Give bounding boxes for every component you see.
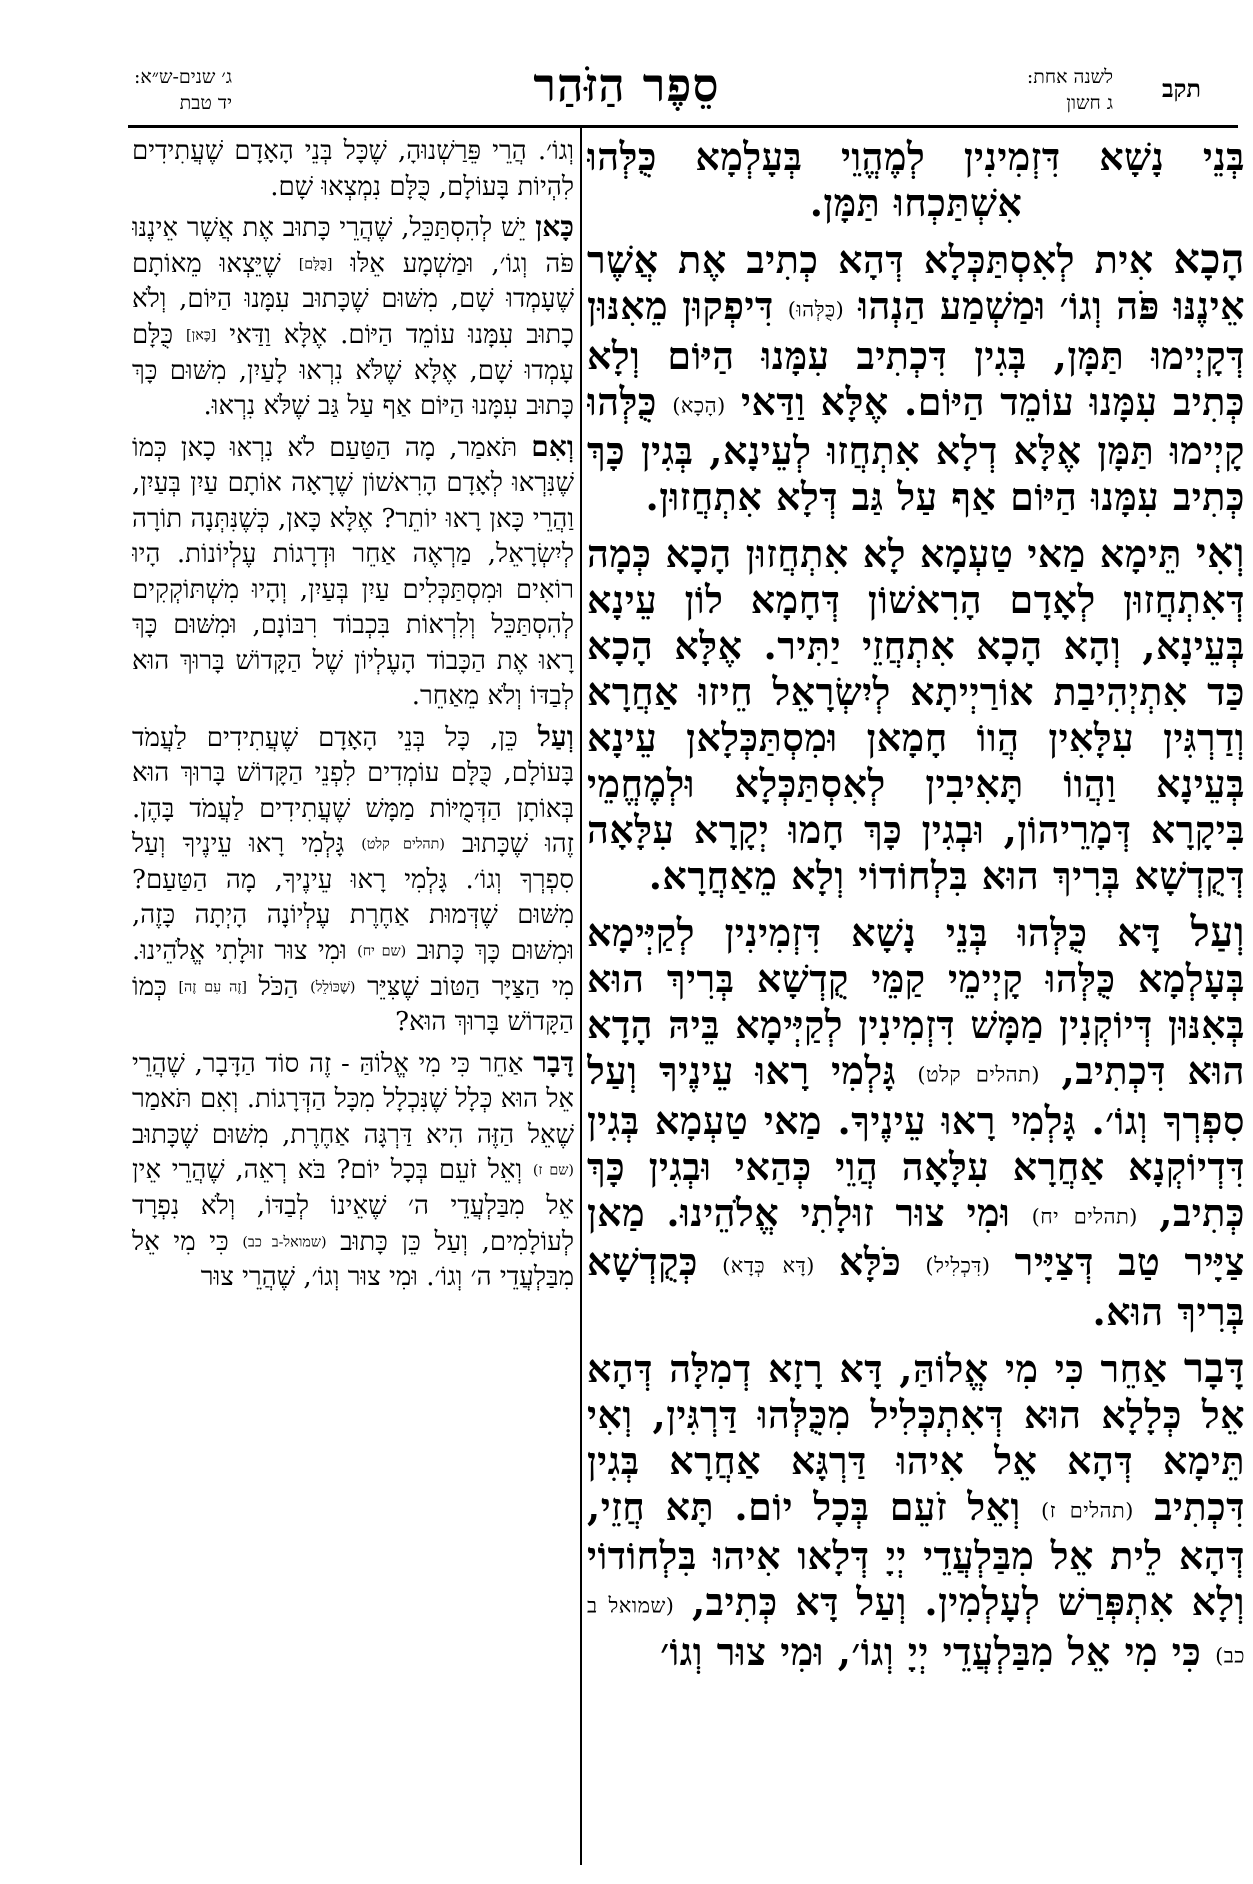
text-run: תֹּאמַר, מָה הַטַּעַם לֹא נִרְאוּ כָאן כְּמוֹ שֶׁנִּרְאוּ לְאָדָם הָרִאשׁוֹן שֶׁרָאָה אוֹתָם עַיִן בְּעַיִן, וַהֲרֵי כָּאן רָאוּ יוֹתֵר? אֶלָּא כָּאן, כְּשֶׁנִּתְּנָה תוֹרָה לְיִשְׂרָאֵל, מַרְאֶה אַחֵר וּדְרָגוֹת עֶלְיוֹנוֹת. הָיוּ רוֹאִים וּמִסְתַּכְּלִים עַיִן בְּעַיִן, וְהָיוּ מִשְׁתּוֹקְקִים לְהִסְתַּכֵּל וְלִרְאוֹת בִּכְבוֹד רִבּוֹנָם, וּמִשּׁוּם כָּךְ רָאוּ אֶת הַכָּבוֹד הָעֶלְיוֹן שֶׁל הַקָּדוֹשׁ בָּרוּךְ הוּא לְבַדּוֹ וְלֹא מֵאַחֵר. <box>132 432 574 711</box>
main-paragraph: בְּנֵי נָשָׁא דִּזְמִינִין לְמֶהֱוֵי בְּעָלְמָא כֻּלְּהוּ אִשְׁתַּכְחוּ תַּמָּן. <box>587 134 1245 225</box>
text-run: כֻּלְּהוּ קָיְימוּ תַּמָּן אֶלָּא דְלָא אִתְחֲזוּ לְעֵינָא, בְּגִין כָּךְ כְּתִיב עִמָּנוּ הַיּוֹם אַף עַל גַּב דְּלָא אִתְחֲזוּן. <box>587 378 1245 519</box>
translation-column <box>132 134 574 1874</box>
text-run: אַחֵר כִּי מִי אֱלוֹהַּ - זֶה סוֹד הַדָּבָר, שֶׁהֲרֵי אֵל הוּא כְּלָל שֶׁנִּכְלָל מִכָּל הַדְּרָגוֹת. וְאִם תֹּאמַר שֶׁאֵל הַזֶּה הִיא דַּרְגָּה אַחֶרֶת, מִשּׁוּם שֶׁכָּתוּב <box>132 1048 574 1150</box>
main-paragraph <box>587 909 1245 1335</box>
text-run: גָּלְמִי רָאוּ עֵינֶיךָ וְעַל סִפְרְךָ וְגוֹ׳. גָּלְמִי רָאוּ עֵינֶיךָ. מַאי טַעְמָא בְּגִין דִּדְיוֹקְנָא אַחֲרָא עִלָּאָה הֲוֵי כְּהַאי וּבְגִין כָּךְ כְּתִיב, <box>587 1048 1245 1235</box>
text-run: שֶׁיֵּצְאוּ מֵאוֹתָם שֶׁעָמְדוּ שָׁם, מִשּׁוּם שֶׁכָּתוּב עִמָּנוּ הַיּוֹם, וְלֹא כָתוּב עִמָּנוּ עוֹמֵד הַיּוֹם. אֶלָּא וַדַּאי <box>132 248 574 350</box>
translation-paragraph <box>132 1045 574 1296</box>
text-run: אִית לְאִסְתַּכְּלָא דְּהָא כְתִיב אֶת אֲשֶׁר אֵינֶנּוּ פֹּה וְגוֹ׳ וּמַשְׁמַע הַנְהוּ <box>587 237 1245 328</box>
text-run: כֻּלָּם עָמְדוּ שָׁם, אֶלָּא שֶׁלֹּא נִרְאוּ לָעַיִן, מִשּׁוּם כָּךְ כָּתוּב עִמָּנוּ הַיּוֹם אַף עַל גַּב שֶׁלֹּא נִרְאוּ. <box>132 319 574 421</box>
main-paragraph <box>587 1342 1245 1679</box>
main-text-column <box>587 134 1245 1874</box>
text-run: גָּלְמִי רָאוּ עֵינֶיךָ וְעַל סִפְרְךָ וְגוֹ׳. גָּלְמִי רָאוּ עֵינֶיךָ, מָה הַטַּעַם? מִשּׁוּם שֶׁדְּמוּת אַחֶרֶת עֶלְיוֹנָה הָיְתָה כָּזֶה, וּמִשּׁוּם כָּךְ כָּתוּב <box>132 829 574 966</box>
source-note: (שם יח) <box>357 943 407 959</box>
lead-word: הָכָא <box>1173 234 1245 283</box>
text-run: וְאֵל זֹעֵם בְּכָל יוֹם. תָּא חֲזֵי, דְּהָא לֵית אֵל מִבַּלְעֲדֵי יְיָ דְּלָאו אִיהוּ בִּלְחוֹדוֹי וְלָא אִתְפְּרַשׁ לְעָלְמִין. וְעַל דָּא כְּתִיב, <box>587 1483 1245 1624</box>
source-note: (שֶׁכּוֹלֵל) <box>310 978 356 995</box>
source-note: [כֻּלָּם] <box>298 255 333 272</box>
text-run: כְּקֻדְשָׁא בְּרִיךְ הוּא. <box>587 1239 1245 1334</box>
text-run: וְאֵל זֹעֵם בְּכָל יוֹם? בֹּא רְאֵה, שֶׁהֲרֵי אֵין אֵל מִבַּלְעֲדֵי ה׳ שֶׁאֵינוֹ לְבַדּוֹ, וְלֹא נִפְרָד לְעוֹלָמִים, וְעַל כֵּן כָּתוּב <box>132 1155 574 1257</box>
text-run: דִּיפְקוּן מֵאִנּוּן דְּקָיְימוּ תַּמָּן, בְּגִין דִּכְתִיב עִמָּנוּ הַיּוֹם וְלָא כְּתִיב עִמָּנוּ עוֹמֵד הַיּוֹם. אֶלָּא וַדַּאי <box>587 283 1245 424</box>
translation-paragraph <box>132 719 574 1041</box>
lead-word: דָּבָר <box>1183 1342 1245 1392</box>
main-paragraph <box>587 530 1245 899</box>
source-note: (תהלים ז) <box>1041 1498 1134 1522</box>
lead-word: דָּבָר <box>533 1045 574 1079</box>
translation-paragraph: וְגוֹ׳. הֲרֵי פֵּרַשְׁנוּהָ, שֶׁכָּל בְּנֵי הָאָדָם שֶׁעֲתִידִים לִהְיוֹת בָּעוֹלָם, כֻּלָּם נִמְצְאוּ שָׁם. <box>132 136 574 202</box>
header-rule <box>128 125 1238 128</box>
text-run: כִּי מִי אֵל מִבַּלְעֲדֵי יְיָ וְגוֹ׳, וּמִי צוּר וְגוֹ׳ <box>660 1628 1216 1674</box>
page-number: תקב <box>1161 74 1201 103</box>
source-note: [כָּאן] <box>186 327 217 343</box>
column-divider <box>580 125 582 1865</box>
source-note: (דִּכְלִיל) <box>925 1253 991 1278</box>
text-run: תֵּימָא מַאי טַעְמָא לָא אִתְחֲזוּן הָכָא כְּמָה דְּאִתְחֲזוּן לְאָדָם הָרִאשׁוֹן דְּחָמָא לוֹן עֵינָא בְּעֵינָא, וְהָא הָכָא אִתְחֲזֵי יַתִּיר. אֶלָּא הָכָא כַּד אִתְיְהִיבַת אוֹרַיְיתָא לְיִשְׂרָאֵל חֵיזוּ אַחֲרָא וְדַרְגִּין עִלָּאִין הֲווֹ חָמָאן וּמִסְתַּכְּלָאן עֵינָא בְּעֵינָא וַהֲווֹ תָּאִיבִין לְאִסְתַּכְּלָא וּלְמֶחֱמֵי בִּיקָרָא דְּמָרֵיהוֹן, וּבְגִין כָּךְ חָמוּ יְקָרָא עִלָּאָה דְּקֻדְשָׁא בְּרִיךְ הוּא בִּלְחוֹדוֹי וְלָא מֵאַחֲרָא. <box>587 531 1245 898</box>
text-run: כִּי מִי אֵל מִבַּלְעֲדֵי ה׳ וְגוֹ׳. וּמִי צוּר וְגוֹ׳, שֶׁהֲרֵי צוּר <box>132 1226 574 1293</box>
text-run: וּמִי צוּר זוּלָתִי אֱלֹהֵינוּ. מַאן צַיָּיר טַב דְּצַיָּיר <box>587 1189 1245 1284</box>
source-note: (כֻּלְּהוּ) <box>787 297 845 322</box>
header-left-info <box>134 64 232 116</box>
source-note: (תהלים קלט) <box>917 1062 1041 1087</box>
lead-word: וְעַל <box>537 719 574 753</box>
lead-word: כָּאן <box>535 210 574 243</box>
main-paragraph <box>587 236 1245 520</box>
translation-paragraph <box>132 429 574 715</box>
study-cycle-label: לשנה אחת: <box>1026 66 1113 88</box>
source-note: (שם ז) <box>532 1162 574 1179</box>
page-header <box>0 52 1253 128</box>
text-run: כֵּן, כָּל בְּנֵי הָאָדָם שֶׁעֲתִידִים לַעֲמֹד בָּעוֹלָם, כֻּלָּם עוֹמְדִים לִפְנֵי הַקָּדוֹשׁ בָּרוּךְ הוּא בְּאוֹתָן הַדְּמֻיּוֹת מַמָּשׁ שֶׁעֲתִידִים לַעֲמֹד בָּהֶן. זֶהוּ שֶׁכָּתוּב <box>132 722 574 859</box>
text-run: יֵשׁ לְהִסְתַּכֵּל, שֶׁהֲרֵי כָּתוּב אֶת אֲשֶׁר אֵינֶנּוּ פֹּה וְגוֹ׳, וּמַשְׁמָע אֵלּוּ <box>132 213 574 279</box>
book-title: סֵפֶר הַזֹּהַר <box>533 58 720 112</box>
source-note: (שמואל-ב כב) <box>242 1233 327 1250</box>
text-run: כְּמוֹ הַקָּדוֹשׁ בָּרוּךְ הוּא? <box>132 971 574 1038</box>
text-run: הַכֹּל <box>246 971 311 1002</box>
source-note: (תהלים יח) <box>1031 1204 1138 1228</box>
lead-word: וְאִם <box>531 429 574 463</box>
source-note: (דָּא כְּדָא) <box>722 1253 815 1278</box>
text-run: כֹּלָּא <box>814 1239 926 1284</box>
lead-word: וְעַל <box>1190 907 1245 956</box>
source-note: (תהלים קלט) <box>361 836 445 853</box>
study-cycle-label-left: ג׳ שנים-ש״א: <box>134 66 233 88</box>
translation-paragraph <box>132 209 574 425</box>
text-run: וּמִי צוּר זוּלָתִי אֱלֹהֵינוּ. מִי הַצַּיָּר הַטּוֹב שֶׁצִּיֵּר <box>132 935 574 1002</box>
study-date-left: יד טבת <box>179 92 233 114</box>
source-note: (שמואל ב כב) <box>587 1593 1245 1667</box>
text-run: דָּא כֻּלְּהוּ בְּנֵי נָשָׁא דִּזְמִינִין לְקַיְּימָא בְּעָלְמָא כֻּלְּהוּ קָיְימֵי קַמֵּי קֻדְשָׁא בְּרִיךְ הוּא בְּאִנּוּן דְּיוֹקְנִין מַמָּשׁ דִּזְמִינִין לְקַיְּימָא בֵּיהּ הָדָא הוּא דִּכְתִיב, <box>587 910 1245 1093</box>
study-date: ג חשון <box>1066 92 1113 114</box>
text-run: אַחֵר כִּי מִי אֱלוֹהַּ, דָּא רָזָא דְמִלָּה דְּהָא אֵל כְּלָלָא הוּא דְּאִתְכְּלִיל מִכֻּלְּהוּ דַּרְגִּין, וְאִי תֵּימָא דְּהָא אֵל אִיהוּ דַּרְגָּא אַחֲרָא בְּגִין דִּכְתִיב <box>587 1345 1245 1529</box>
source-note: [זֶה עִם זֶה] <box>178 978 247 995</box>
source-note: (הָכָא) <box>672 393 726 417</box>
lead-word: וְאִי <box>1195 528 1245 577</box>
